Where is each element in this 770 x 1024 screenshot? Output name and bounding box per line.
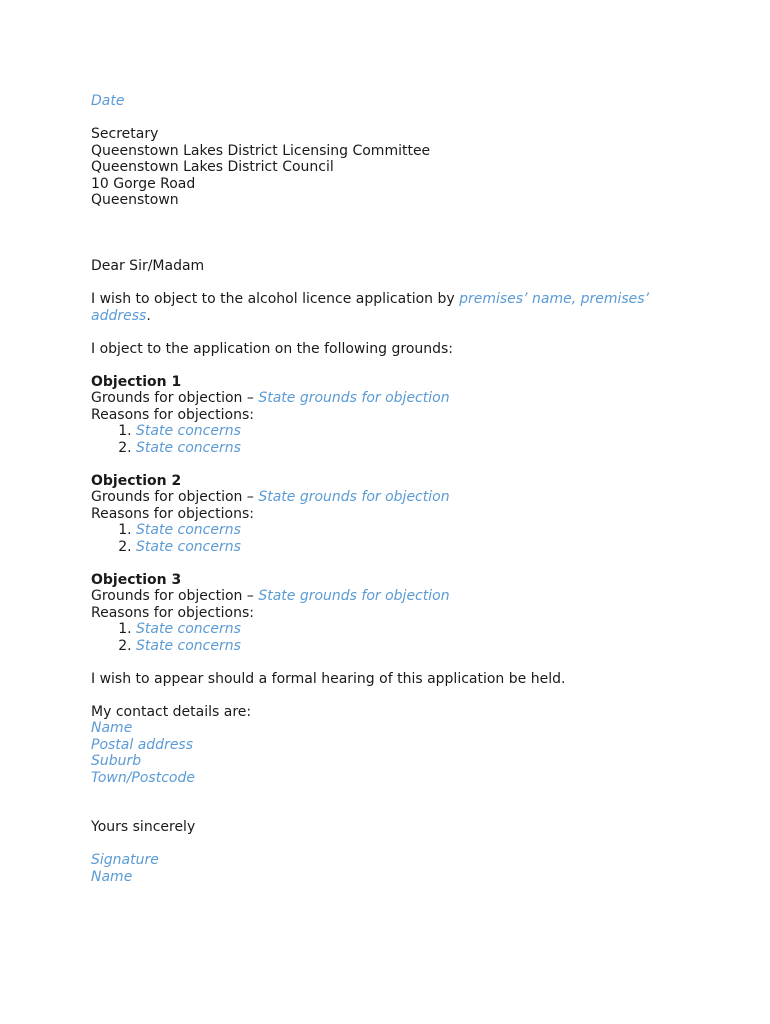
objection-block [91,473,681,556]
salutation: Dear Sir/Madam [91,258,205,274]
concern-item [136,423,681,440]
grounds-label: Grounds for objection – [91,489,259,505]
concern-placeholder: State concerns [136,439,241,456]
grounds-label: Grounds for objection – [91,390,259,406]
closing: Yours sincerely [91,819,196,835]
concern-placeholder: State concerns [136,538,241,555]
concern-placeholder: State concerns [136,522,241,538]
concern-placeholder: State concerns [136,423,241,439]
objection-title: Objection 1 [91,373,182,390]
recipient-line: Queenstown Lakes District Licensing Committee [91,142,431,159]
concern-placeholder: State concerns [136,637,241,654]
grounds-placeholder: State grounds for objection [258,390,450,406]
signature-placeholder: Signature [91,852,159,868]
premises-placeholder: premises’ name, premises’ address [91,291,650,324]
concern-item [136,638,681,655]
concerns-list [91,522,681,555]
concern-placeholder: State concerns [136,621,241,637]
recipient-line: Queenstown [91,192,179,208]
grounds-line [91,390,681,407]
grounds-intro: I object to the application on the following grounds: [91,340,454,357]
concern-item [136,621,681,638]
intro-paragraph [91,291,681,324]
contact-postal-placeholder: Postal address [91,736,194,753]
grounds-placeholder: State grounds for objection [258,588,450,604]
contact-intro: My contact details are: [91,703,252,720]
objection-block [91,374,681,457]
objection-title: Objection 3 [91,571,182,588]
reasons-label: Reasons for objections: [91,406,254,423]
date-placeholder: Date [91,93,125,109]
intro-text: I wish to object to the alcohol licence application by [91,291,460,307]
concerns-list [91,621,681,654]
recipient-line: Queenstown Lakes District Council [91,159,334,175]
objection-block [91,572,681,655]
reasons-label: Reasons for objections: [91,604,254,621]
reasons-label: Reasons for objections: [91,505,254,522]
recipient-line: Secretary [91,126,159,142]
signature-name-placeholder: Name [91,868,133,885]
recipient-line: 10 Gorge Road [91,175,196,192]
grounds-line [91,588,681,605]
grounds-placeholder: State grounds for objection [258,489,450,505]
grounds-line [91,489,681,506]
intro-end: . [146,307,151,324]
concern-item [136,440,681,457]
contact-details [91,720,681,786]
contact-suburb-placeholder: Suburb [91,753,142,769]
letter-body [91,93,681,885]
concern-item [136,539,681,556]
concern-item [136,522,681,539]
concerns-list [91,423,681,456]
objection-title: Objection 2 [91,472,182,489]
contact-town-placeholder: Town/Postcode [91,769,195,786]
contact-name-placeholder: Name [91,720,133,736]
recipient-address [91,126,681,209]
grounds-label: Grounds for objection – [91,588,259,604]
hearing-statement: I wish to appear should a formal hearing of this application be held. [91,670,566,687]
